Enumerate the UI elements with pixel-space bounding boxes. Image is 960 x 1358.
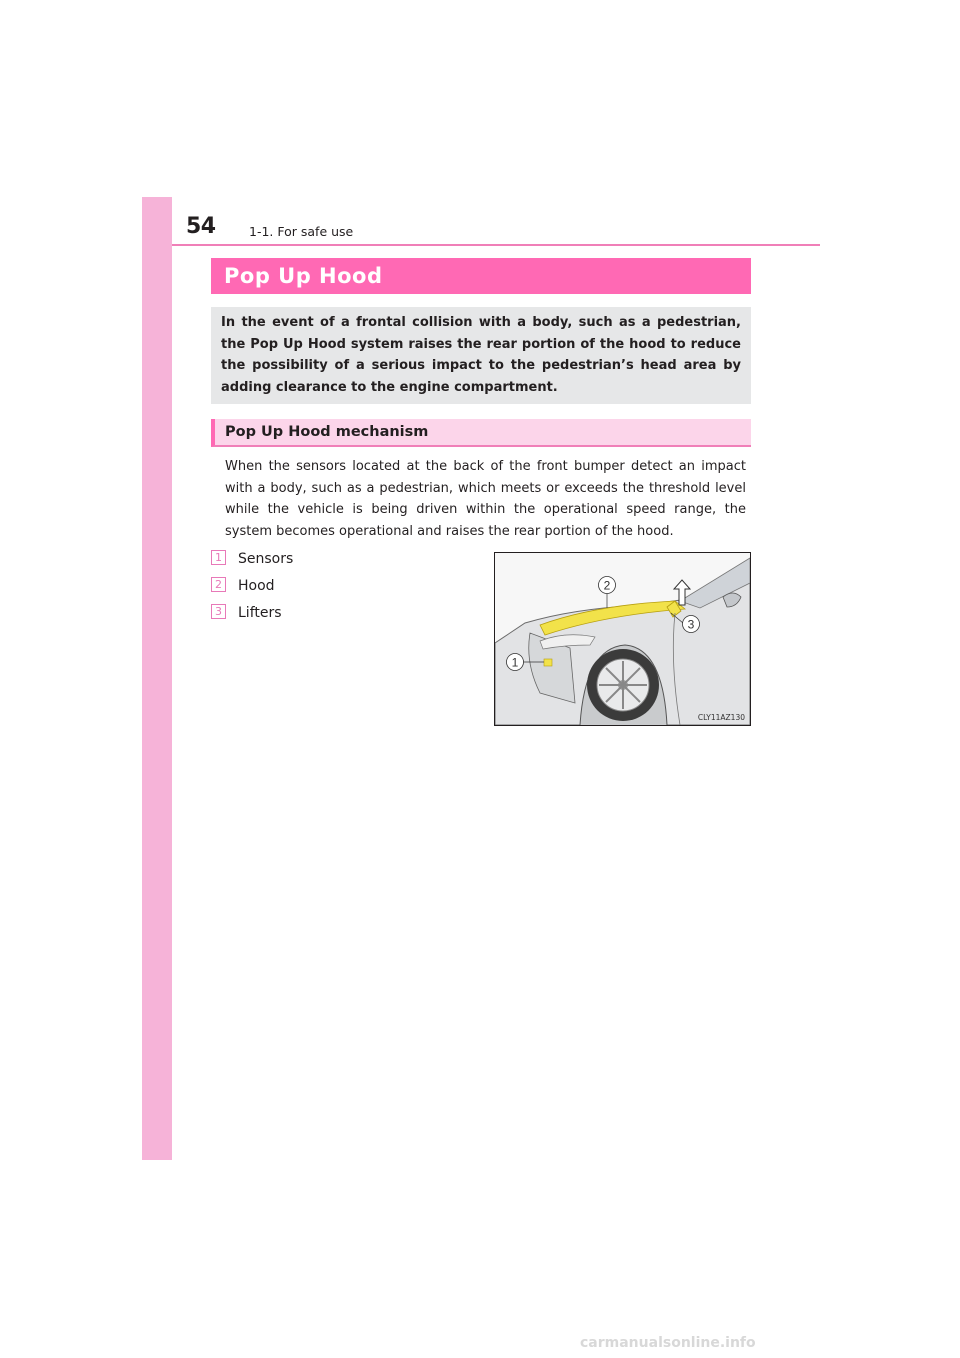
- figure-code: CLY11AZ130: [697, 713, 745, 722]
- legend-label: Sensors: [238, 551, 294, 567]
- section-title: Pop Up Hood: [211, 258, 751, 294]
- legend-item-lifters: [211, 603, 282, 623]
- callout-number: 1: [211, 550, 226, 565]
- legend-label: Lifters: [238, 605, 282, 621]
- watermark: carmanualsonline.info: [580, 1335, 756, 1351]
- intro-text: In the event of a frontal collision with a body, such as a pedestrian, the Pop Up Hood system raises the rear portion of the hood to reduce the possibility of a serious impact to the pedestrian’s head area by adding clearance to the engine compartment.: [211, 307, 751, 404]
- legend-item-hood: [211, 576, 275, 596]
- callout-text-2: 2: [603, 578, 611, 593]
- legend-label: Hood: [238, 578, 275, 594]
- callout-number: 3: [211, 604, 226, 619]
- legend-item-sensors: [211, 549, 293, 569]
- car-front-drawing: [495, 553, 750, 725]
- subsection-title: Pop Up Hood mechanism: [211, 419, 751, 447]
- callout-text-3: 3: [687, 617, 695, 632]
- spokes: [599, 661, 647, 709]
- page-number: 54: [186, 214, 216, 239]
- body-text: When the sensors located at the back of the front bumper detect an impact with a body, such as a pedestrian, which meets or exceeds the threshold level while the vehicle is being driven within the operational speed range, the system becomes operational and raises the rear portion of the hood.: [225, 459, 746, 539]
- callout-text-1: 1: [511, 655, 519, 670]
- header-rule: [172, 244, 820, 246]
- hood-illustration: [494, 552, 751, 726]
- sidebar-strip: [142, 197, 172, 1160]
- section-label: 1-1. For safe use: [249, 224, 354, 239]
- sensor-highlight: [544, 659, 552, 666]
- callout-number: 2: [211, 577, 226, 592]
